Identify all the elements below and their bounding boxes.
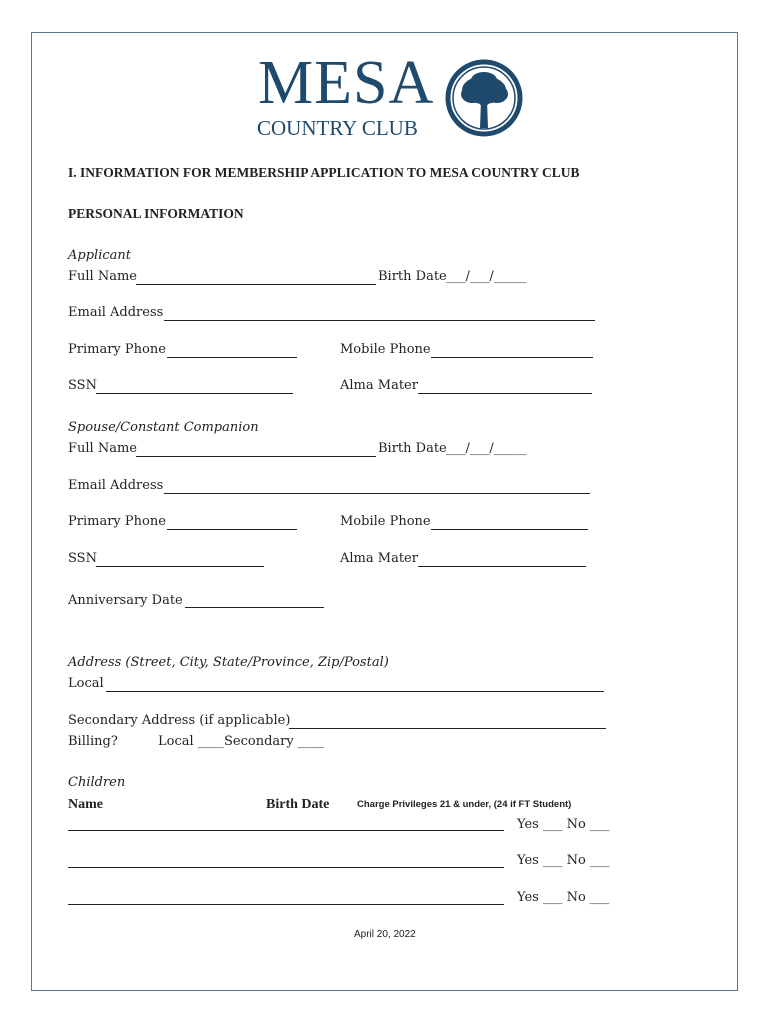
spouse-alma-mater-field[interactable] — [418, 566, 586, 567]
billing-local-option[interactable]: Local ____ — [158, 734, 224, 749]
spouse-ssn-field[interactable] — [96, 566, 264, 567]
spouse-primary-phone-field[interactable] — [167, 529, 297, 530]
child-1-birth-date-field[interactable] — [348, 830, 504, 831]
billing-label: Billing? — [68, 734, 118, 749]
spouse-mobile-phone-label: Mobile Phone — [340, 514, 431, 529]
applicant-mobile-phone-label: Mobile Phone — [340, 342, 431, 357]
tree-icon — [444, 58, 524, 138]
applicant-full-name-field[interactable] — [136, 284, 376, 285]
applicant-primary-phone-field[interactable] — [167, 357, 297, 358]
personal-info-heading: PERSONAL INFORMATION — [68, 206, 244, 221]
spouse-email-label: Email Address — [68, 478, 164, 493]
child-2-birth-date-field[interactable] — [348, 867, 504, 868]
applicant-birth-date-field[interactable]: ___/___/_____ — [446, 269, 527, 284]
applicant-alma-mater-field[interactable] — [418, 393, 592, 394]
child-2-name-field[interactable] — [68, 867, 348, 868]
spouse-alma-mater-label: Alma Mater — [340, 551, 418, 566]
secondary-address-label: Secondary Address (if applicable) — [68, 713, 291, 728]
children-birth-date-column: Birth Date — [266, 797, 330, 812]
secondary-address-field[interactable] — [289, 728, 606, 729]
child-3-name-field[interactable] — [68, 904, 348, 905]
applicant-ssn-label: SSN — [68, 378, 97, 393]
applicant-birth-date-label: Birth Date — [378, 269, 447, 284]
form-title: I. INFORMATION FOR MEMBERSHIP APPLICATION TO MESA COUNTRY CLUB — [68, 165, 580, 180]
applicant-email-label: Email Address — [68, 305, 164, 320]
local-address-label: Local — [68, 676, 104, 691]
applicant-heading: Applicant — [68, 248, 131, 263]
billing-secondary-option[interactable]: Secondary ____ — [224, 734, 324, 749]
spouse-ssn-label: SSN — [68, 551, 97, 566]
children-heading: Children — [68, 775, 126, 790]
logo-sub-text: COUNTRY CLUB — [257, 116, 418, 140]
spouse-primary-phone-label: Primary Phone — [68, 514, 166, 529]
children-name-column: Name — [68, 797, 103, 812]
address-heading: Address (Street, City, State/Province, Zip/Postal) — [68, 655, 389, 670]
applicant-full-name-label: Full Name — [68, 269, 137, 284]
anniversary-date-label: Anniversary Date — [68, 593, 183, 608]
child-1-name-field[interactable] — [68, 830, 348, 831]
spouse-full-name-field[interactable] — [136, 456, 376, 457]
anniversary-date-field[interactable] — [185, 607, 324, 608]
applicant-primary-phone-label: Primary Phone — [68, 342, 166, 357]
applicant-alma-mater-label: Alma Mater — [340, 378, 418, 393]
applicant-ssn-field[interactable] — [96, 393, 293, 394]
child-3-birth-date-field[interactable] — [348, 904, 504, 905]
applicant-email-field[interactable] — [164, 320, 595, 321]
spouse-birth-date-field[interactable]: ___/___/_____ — [446, 441, 527, 456]
logo-main-text: MESA — [258, 49, 435, 117]
child-3-charge-yes-no[interactable]: Yes ___ No ___ — [517, 890, 610, 905]
applicant-mobile-phone-field[interactable] — [431, 357, 593, 358]
footer-date: April 20, 2022 — [354, 929, 416, 940]
spouse-birth-date-label: Birth Date — [378, 441, 447, 456]
local-address-field[interactable] — [106, 691, 604, 692]
spouse-full-name-label: Full Name — [68, 441, 137, 456]
child-2-charge-yes-no[interactable]: Yes ___ No ___ — [517, 853, 610, 868]
child-1-charge-yes-no[interactable]: Yes ___ No ___ — [517, 817, 610, 832]
children-charge-column: Charge Privileges 21 & under, (24 if FT Student) — [357, 799, 572, 810]
spouse-email-field[interactable] — [164, 493, 590, 494]
spouse-mobile-phone-field[interactable] — [431, 529, 588, 530]
spouse-heading: Spouse/Constant Companion — [68, 420, 259, 435]
